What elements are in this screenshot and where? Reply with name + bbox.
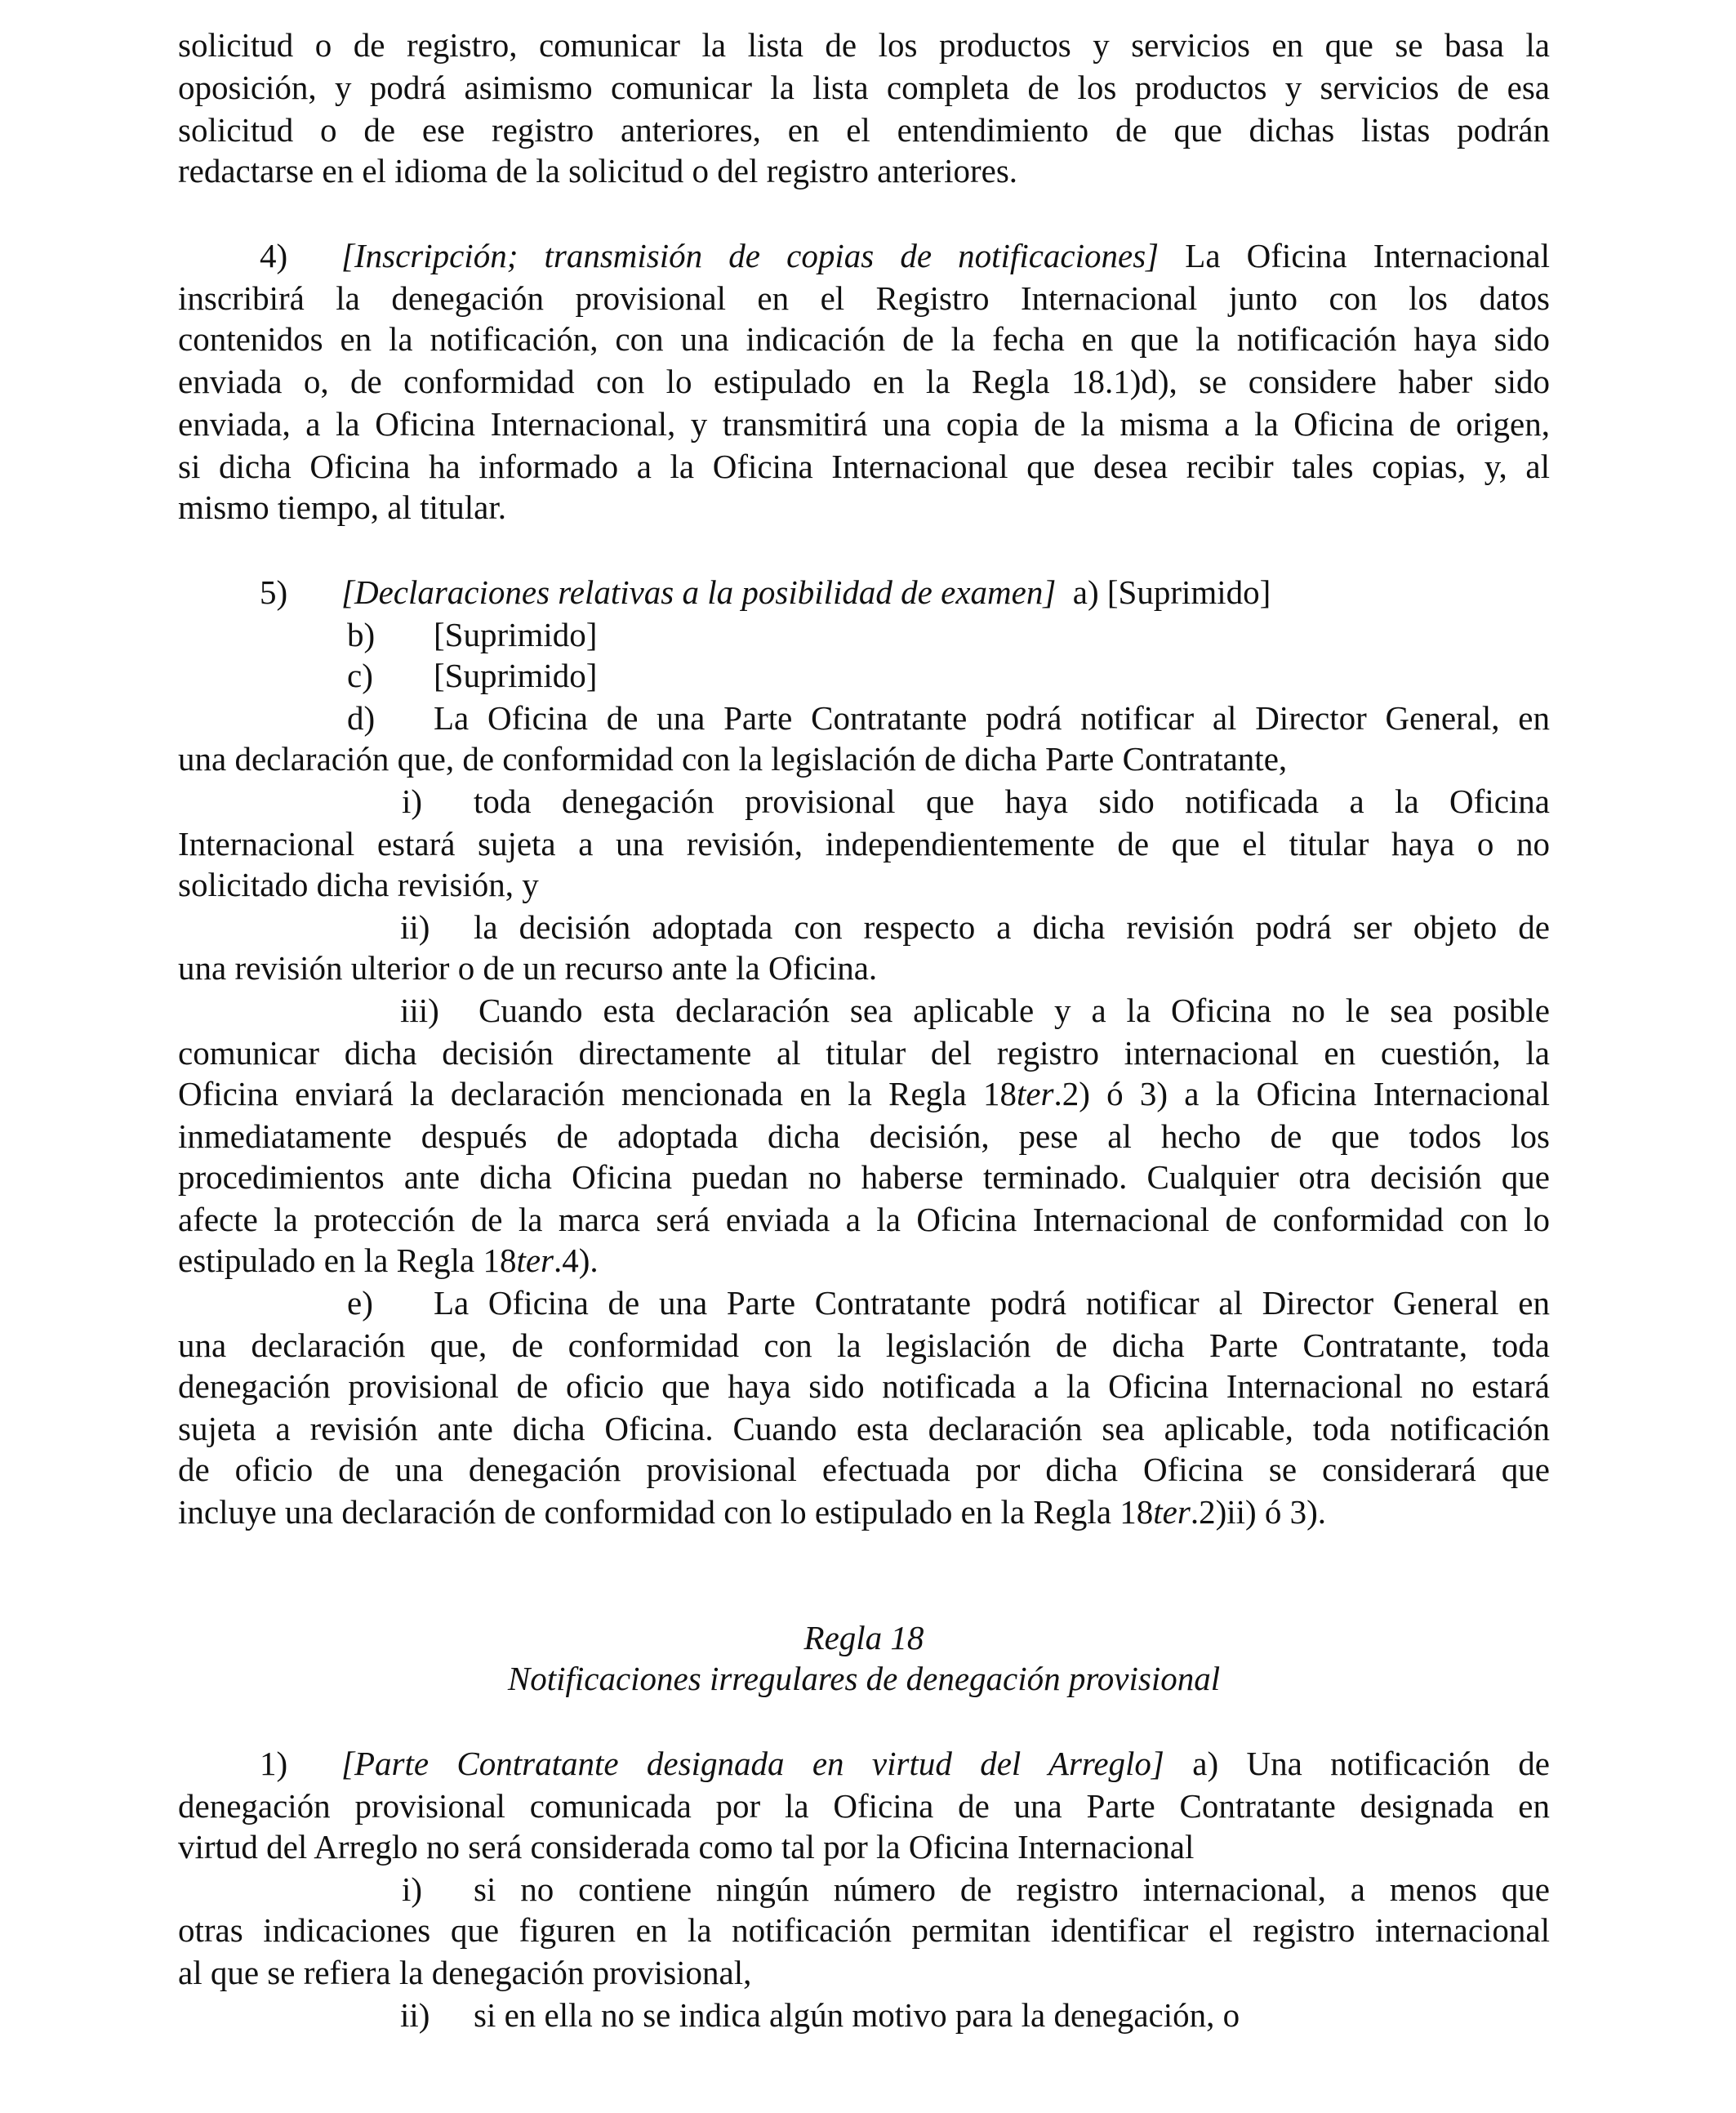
text-span: .2) ó 3) a la Oficina Internacional	[1053, 1075, 1550, 1112]
text-line: denegación provisional de oficio que haya sido notificada a la Oficina Internacional no estará	[178, 1367, 1550, 1405]
text-span: La Oficina de una Parte Contratante podrá notificar al Director General, en	[434, 699, 1550, 737]
text-span: si no contiene ningún número de registro internacional, a menos que	[474, 1870, 1550, 1908]
text-line: afecte la protección de la marca será enviada a la Oficina Internacional de conformidad con lo	[178, 1201, 1550, 1238]
text-line: enviada o, de conformidad con lo estipulado en la Regla 18.1)d), se considere haber sido	[178, 363, 1550, 400]
subparagraph-e	[347, 1282, 1550, 1323]
text-span: si en ella no se indica algún motivo para la denegación, o	[474, 1996, 1240, 2034]
paragraph-number: 1)	[260, 1745, 288, 1782]
text-span-italic: ter	[516, 1241, 554, 1279]
text-line: virtud del Arreglo no será considerada como tal por la Oficina Internacional	[178, 1828, 1195, 1866]
text-span: Cuando esta declaración sea aplicable y a la Oficina no le sea posible	[479, 992, 1550, 1029]
item-label: ii)	[400, 908, 430, 946]
paragraph-heading: [Declaraciones relativas a la posibilidad de examen]	[341, 573, 1057, 611]
paragraph-heading: [Inscripción; transmisión de copias de notificaciones]	[341, 237, 1160, 274]
item-iii	[400, 990, 1550, 1031]
text-line: redactarse en el idioma de la solicitud o del registro anteriores.	[178, 152, 1018, 189]
text-line: denegación provisional comunicada por la Oficina de una Parte Contratante designada en	[178, 1787, 1550, 1825]
text-span: a) Una notificación de	[1192, 1745, 1550, 1782]
text-span: .4).	[554, 1241, 599, 1279]
text-line: contenidos en la notificación, con una indicación de la fecha en que la notificación haya sido	[178, 320, 1550, 358]
item-label: e)	[347, 1284, 373, 1322]
text-span: La Oficina de una Parte Contratante podrá notificar al Director General en	[434, 1284, 1550, 1322]
paragraph-5-first-line	[260, 572, 1550, 613]
text-span: a) [Suprimido]	[1072, 573, 1271, 611]
item-i	[402, 781, 1550, 822]
text-line: otras indicaciones que figuren en la notificación permitan identificar el registro internacional	[178, 1911, 1550, 1949]
text-span: [Suprimido]	[434, 657, 598, 694]
rule-subtitle: Notificaciones irregulares de denegación provisional	[507, 1660, 1221, 1697]
rule-title: Regla 18	[803, 1619, 924, 1656]
text-line: oposición, y podrá asimismo comunicar la lista completa de los productos y servicios de esa	[178, 69, 1550, 106]
item-label: iii)	[400, 992, 439, 1029]
subparagraph-c	[347, 655, 1490, 696]
text-line: sujeta a revisión ante dicha Oficina. Cuando esta declaración sea aplicable, toda notificación	[178, 1410, 1550, 1447]
text-line: procedimientos ante dicha Oficina puedan no haberse terminado. Cualquier otra decisión que	[178, 1158, 1550, 1196]
text-line: solicitud o de registro, comunicar la lista de los productos y servicios en que se basa la	[178, 26, 1550, 64]
text-span: .2)ii) ó 3).	[1190, 1493, 1327, 1531]
text-span: toda denegación provisional que haya sido notificada a la Oficina	[474, 782, 1550, 820]
text-line: inscribirá la denegación provisional en el Registro Internacional junto con los datos	[178, 279, 1550, 317]
text-span: incluye una declaración de conformidad con lo estipulado en la Regla 18	[178, 1493, 1154, 1531]
item-ii	[400, 1995, 1550, 2035]
item-i	[402, 1869, 1550, 1910]
text-span-italic: ter	[1153, 1493, 1191, 1531]
item-label: i)	[402, 1870, 423, 1908]
text-line: si dicha Oficina ha informado a la Oficina Internacional que desea recibir tales copias, y, al	[178, 448, 1550, 485]
text-line	[178, 1073, 1550, 1114]
text-line: Internacional estará sujeta a una revisión, independientemente de que el titular haya o no	[178, 825, 1550, 863]
paragraph-number: 4)	[260, 237, 288, 274]
text-line: una revisión ulterior o de un recurso ante la Oficina.	[178, 949, 878, 987]
text-line: solicitud o de ese registro anteriores, en el entendimiento de que dichas listas podrán	[178, 111, 1550, 149]
text-span: la decisión adoptada con respecto a dicha revisión podrá ser objeto de	[474, 908, 1550, 946]
text-line: al que se refiera la denegación provisional,	[178, 1954, 752, 1991]
subparagraph-b	[347, 614, 1490, 655]
text-span: [Suprimido]	[434, 616, 598, 653]
paragraph-number: 5)	[260, 573, 288, 611]
text-span-italic: ter	[1016, 1075, 1054, 1112]
text-line: comunicar dicha decisión directamente al titular del registro internacional en cuestión, la	[178, 1034, 1550, 1072]
subparagraph-d	[347, 698, 1550, 738]
text-line: de oficio de una denegación provisional efectuada por dicha Oficina se considerará que	[178, 1451, 1550, 1488]
text-span: estipulado en la Regla 18	[178, 1241, 517, 1279]
paragraph-heading: [Parte Contratante designada en virtud del Arreglo]	[341, 1745, 1164, 1782]
rule-paragraph-1-first-line	[260, 1743, 1550, 1784]
text-line: una declaración que, de conformidad con la legislación de dicha Parte Contratante,	[178, 740, 1288, 778]
text-line	[178, 1240, 1550, 1281]
text-line: inmediatamente después de adoptada dicha decisión, pese al hecho de que todos los	[178, 1117, 1550, 1155]
text-line	[178, 1491, 1550, 1532]
item-label: d)	[347, 699, 376, 737]
text-line: una declaración que, de conformidad con la legislación de dicha Parte Contratante, toda	[178, 1326, 1550, 1364]
text-span: Oficina enviará la declaración mencionada en la Regla 18	[178, 1075, 1017, 1112]
text-line: enviada, a la Oficina Internacional, y transmitirá una copia de la misma a la Oficina de origen,	[178, 405, 1550, 443]
item-ii	[400, 907, 1550, 947]
text-line: mismo tiempo, al titular.	[178, 488, 506, 526]
text-line: solicitado dicha revisión, y	[178, 866, 539, 903]
paragraph-4-first-line	[260, 235, 1550, 276]
item-label: ii)	[400, 1996, 430, 2034]
item-label: b)	[347, 616, 376, 653]
text-span: La Oficina Internacional	[1185, 237, 1551, 274]
item-label: c)	[347, 657, 373, 694]
item-label: i)	[402, 782, 423, 820]
